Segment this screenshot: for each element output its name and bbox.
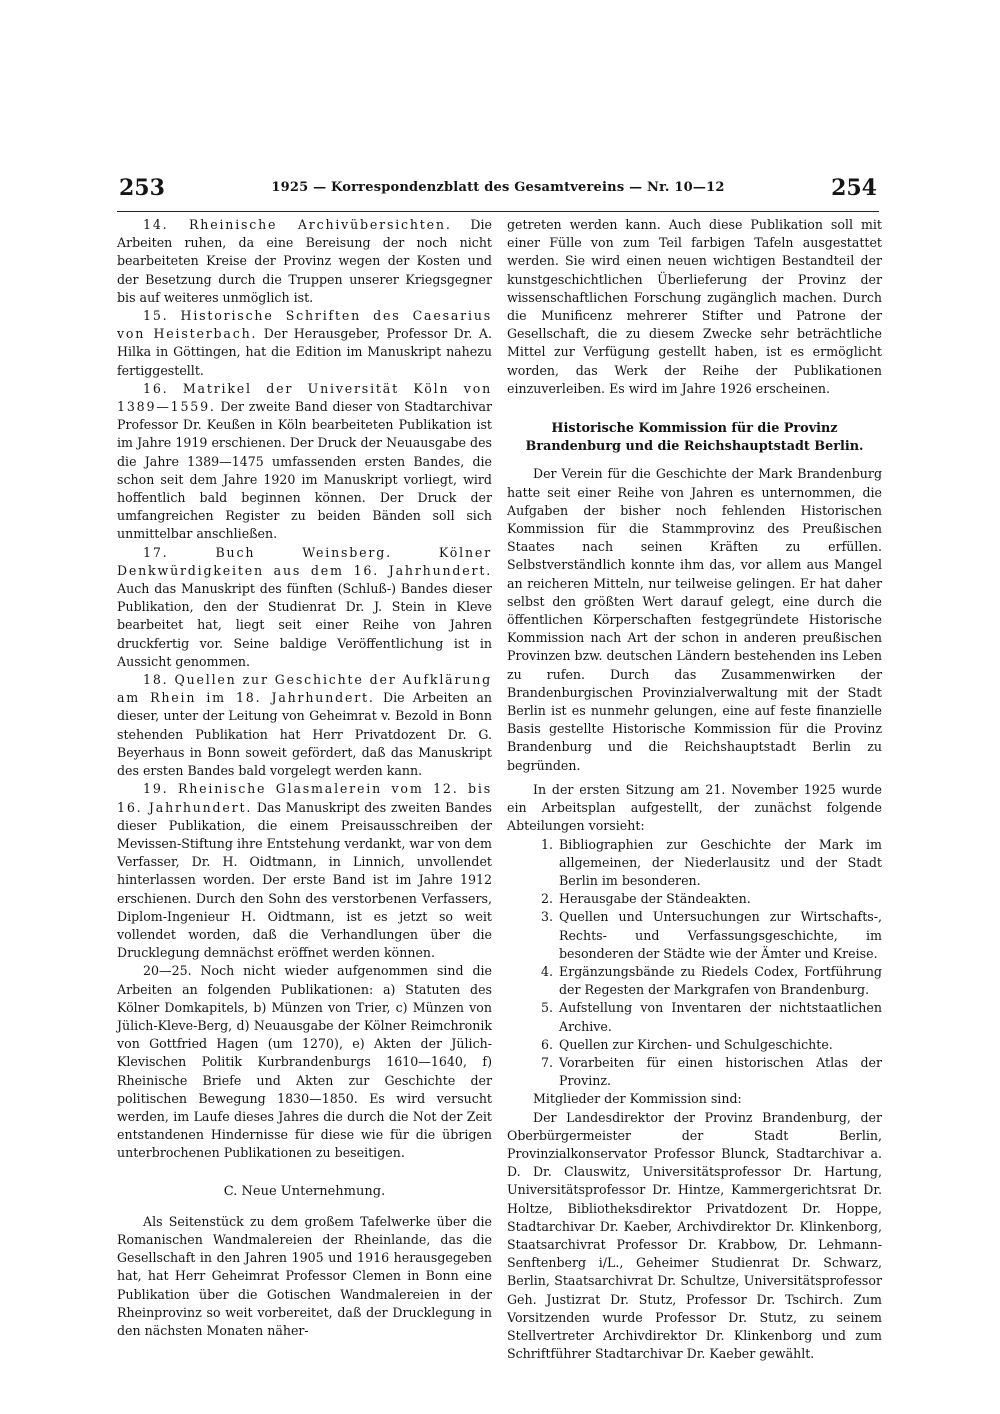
list-number: 3. [540, 909, 553, 925]
list-text: Herausgabe der Ständeakten. [559, 891, 751, 907]
item-17 [117, 544, 492, 671]
item-14-heading: 14. Rheinische Archivübersichten. [143, 217, 452, 232]
item-16 [117, 380, 492, 544]
item-16-heading: 16. Matrikel der Universität Köln von 1389—1559. [117, 380, 492, 415]
item-17-heading: 17. Buch Weinsberg. Kölner Denkwürdigkeiten aus dem 16. Jahrhundert. [117, 544, 492, 578]
list-text: Quellen zur Kirchen- und Schulgeschichte. [559, 1036, 833, 1052]
list-item [507, 908, 882, 963]
item-19 [117, 780, 492, 962]
right-column [507, 216, 882, 1363]
page-header [117, 175, 879, 212]
list-number: 4. [540, 963, 553, 979]
item-19-text: Das Manuskript des zweiten Bandes dieser Publikation, die einem Preisausschreiben der Mevissen-Stiftung ihre Entstehung verdankt, war von dem Verfasser, Dr. H. Oidtmann, in Linnich, unvollendet hinterlassen worden. Der erste Band ist im Jahre 1912 erschienen. Durch den Sohn des verstorbenen Verfassers, Diplom-Ingenieur H. Oidtmann, ist es jetzt so weit vollendet worden, daß die Verhandlungen über die Drucklegung demnächst eröffnet werden können. [117, 799, 492, 961]
list-item [507, 999, 882, 1035]
paragraph-2: In der ersten Sitzung am 21. November 1925 wurde ein Arbeitsplan aufgestellt, der zunächst folgende Abteilungen vorsieht: [507, 781, 882, 834]
new-undertaking-text: Als Seitenstück zu dem großem Tafelwerke über die Romanischen Wandmalereien der Rheinlande, das die Gesellschaft in den Jahren 1905 und 1916 herausgegeben hat, hat Herr Geheimrat Professor Clemen in Bonn eine Publikation über die Gotischen Wandmalereien in der Rheinprovinz so weit vorbereitet, daß der Drucklegung in den nächsten Monaten näher- [117, 1213, 492, 1338]
item-15-heading: 15. Historische Schriften des Caesarius von Heisterbach. [117, 308, 492, 342]
list-number: 5. [540, 1000, 553, 1016]
list-item [507, 890, 882, 908]
item-15 [117, 307, 492, 380]
work-plan-list [507, 836, 882, 1091]
list-number: 6. [540, 1036, 553, 1052]
list-number: 2. [540, 891, 553, 907]
list-item [507, 836, 882, 891]
list-item [507, 1054, 882, 1090]
list-text: Vorarbeiten für einen historischen Atlas der Provinz. [559, 1054, 882, 1089]
list-item [507, 1036, 882, 1054]
page-number-left: 253 [119, 175, 165, 201]
members-heading: Mitglieder der Kommission sind: [533, 1091, 742, 1107]
item-19-heading: 19. Rheinische Glasmalerein vom 12. bis 16. Jahrhundert. [117, 781, 492, 815]
running-title: 1925 — Korrespondenzblatt des Gesamtvereins — Nr. 10—12 [271, 180, 725, 195]
item-15-text: Der Herausgeber, Professor Dr. A. Hilka in Göttingen, hat die Edition im Manuskript nahezu fertiggestellt. [117, 326, 492, 378]
item-18 [117, 671, 492, 780]
list-text: Ergänzungsbände zu Riedels Codex, Fortführung der Regesten der Markgrafen von Brandenburg. [559, 963, 882, 998]
item-17-text: Auch das Manuskript des fünften (Schluß-) Bandes dieser Publikation, den der Studienrat Dr. J. Stein in Kleve bearbeitet hat, liegt seit einer Reihe von Jahren druckfertig vor. Seine baldige Veröffentlichung ist in Aussicht genommen. [117, 581, 492, 669]
section-heading-brandenburg: Historische Kommission für die Provinz Brandenburg und die Reichshauptstadt Berlin. [525, 421, 864, 455]
item-14-text: Die Arbeiten ruhen, da eine Bereisung der noch nicht bearbeiteten Kreise der Provinz wegen der Kosten und der Besetzung durch die Truppen unserer Kriegsgegner bis auf weiteres unmöglich ist. [117, 217, 492, 305]
page-number-right: 254 [831, 175, 877, 201]
item-16-text: Der zweite Band dieser von Stadtarchivar Professor Dr. Keußen in Köln bearbeiteten Publikation ist im Jahre 1919 erschienen. Der Druck der Neuausgabe des die Jahre 1389—1475 umfassenden ersten Bandes, die schon seit dem Jahre 1920 im Manuskript vorliegt, wird hoffentlich bald beginnen können. Der Druck der umfangreichen Register zu beiden Bänden soll sich unmittelbar anschließen. [117, 399, 492, 542]
members-text: Der Landesdirektor der Provinz Brandenburg, der Oberbürgermeister der Stadt Berlin, Provinzialkonservator Professor Blunck, Stadtarchivar a. D. Dr. Clauswitz, Universitätsprofessor Dr. Hartung, Universitätsprofessor Dr. Hintze, Kammergerichtsrat Dr. Holtze, Bibliotheksdirektor Privatdozent Dr. Hoppe, Stadtarchivar Dr. Kaeber, Archivdirektor Dr. Klinkenborg, Staatsarchivrat Professor Dr. Krabbow, Dr. Lehmann-Senftenberg i/L., Geheimer Studienrat Dr. Schwarz, Berlin, Staatsarchivrat Dr. Schultze, Universitätsprofessor Geh. Justizrat Dr. Stutz, Professor Dr. Tschirch. Zum Vorsitzenden wurde Professor Dr. Stutz, zu seinem Stellvertreter Archivdirektor Dr. Klinkenborg und zum Schriftführer Stadtarchivar Dr. Kaeber gewählt. [507, 1109, 882, 1362]
continuation-text: getreten werden kann. Auch diese Publikation soll mit einer Fülle von zum Teil farbigen Tafeln ausgestattet werden. Sie wird einen neuen wichtigen Bestandteil der kunstgeschichtlichen Überlieferung der Provinz der wissenschaftlichen Forschung zugänglich machen. Durch die Munificenz mehrerer Stifter und Patrone der Gesellschaft, die zu diesem Zwecke sehr beträchtliche Mittel zur Verfügung gestellt haben, ist es ermöglicht worden, das Werk der Reihe der Publikationen einzuverleiben. Es wird im Jahre 1926 erscheinen. [507, 217, 882, 396]
item-20-25: 20—25. Noch nicht wieder aufgenommen sind die Arbeiten an folgenden Publikationen: a) Statuten des Kölner Domkapitels, b) Münzen von Trier, c) Münzen von Jülich-Kleve-Berg, d) Neuausgabe der Kölner Reimchronik von Gottfried Hagen (um 1270), e) Akten der Jülich-Klevischen Politik Kurbrandenburgs 1610—1640, f) Rheinische Briefe und Akten zur Geschichte der politischen Bewegung 1830—1850. Es wird versucht werden, im Laufe dieses Jahres die durch die Not der Zeit entstandenen Hindernisse für diese wie für die übrigen unterbrochenen Publikationen zu beseitigen. [117, 963, 492, 1161]
left-column [117, 216, 492, 1340]
list-text: Aufstellung von Inventaren der nichtstaatlichen Archive. [559, 1000, 882, 1034]
list-number: 1. [540, 836, 553, 852]
item-18-heading: 18. Quellen zur Geschichte der Aufklärung am Rhein im 18. Jahrhundert. [117, 672, 492, 706]
item-18-text: Die Arbeiten an dieser, unter der Leitung von Geheimrat v. Bezold in Bonn stehenden Publikation hat Herr Privatdozent Dr. G. Beyerhaus in Bonn soweit gefördert, daß das Manuskript des ersten Bandes bald vorgelegt werden kann. [117, 690, 492, 779]
section-c-heading: C. Neue Unternehmung. [223, 1183, 386, 1199]
paragraph-1: Der Verein für die Geschichte der Mark Brandenburg hatte seit einer Reihe von Jahren es unternommen, die Aufgaben der bisher noch fehlenden Historischen Kommission für die Stammprovinz des Preußischen Staates nach seinen Kräften zu erfüllen. Selbstverständlich konnte ihm das, vor allem aus Mangel an reicheren Mitteln, nur teilweise gelingen. Er hat daher selbst den größten Wert darauf gelegt, eine durch die öffentlichen Körperschaften festgegründete Historische Kommission nach Art der schon in anderen preußischen Provinzen bzw. deutschen Ländern bestehenden ins Leben zu rufen. Durch das Zusammenwirken der Brandenburgischen Provinzialverwaltung mit der Stadt Berlin ist es nunmehr gelungen, eine auf feste finanzielle Basis gestellte Historische Kommission für die Provinz Brandenburg und die Reichshauptstadt Berlin zu begründen. [507, 466, 882, 773]
list-number: 7. [540, 1054, 553, 1070]
list-item [507, 963, 882, 999]
list-text: Quellen und Untersuchungen zur Wirtschafts-, Rechts- und Verfassungsgeschichte, im besonderen der Städte wie der Ämter und Kreise. [559, 909, 882, 961]
item-14 [117, 216, 492, 307]
list-text: Bibliographien zur Geschichte der Mark im allgemeinen, der Niederlausitz und der Stadt Berlin im besonderen. [559, 836, 882, 888]
